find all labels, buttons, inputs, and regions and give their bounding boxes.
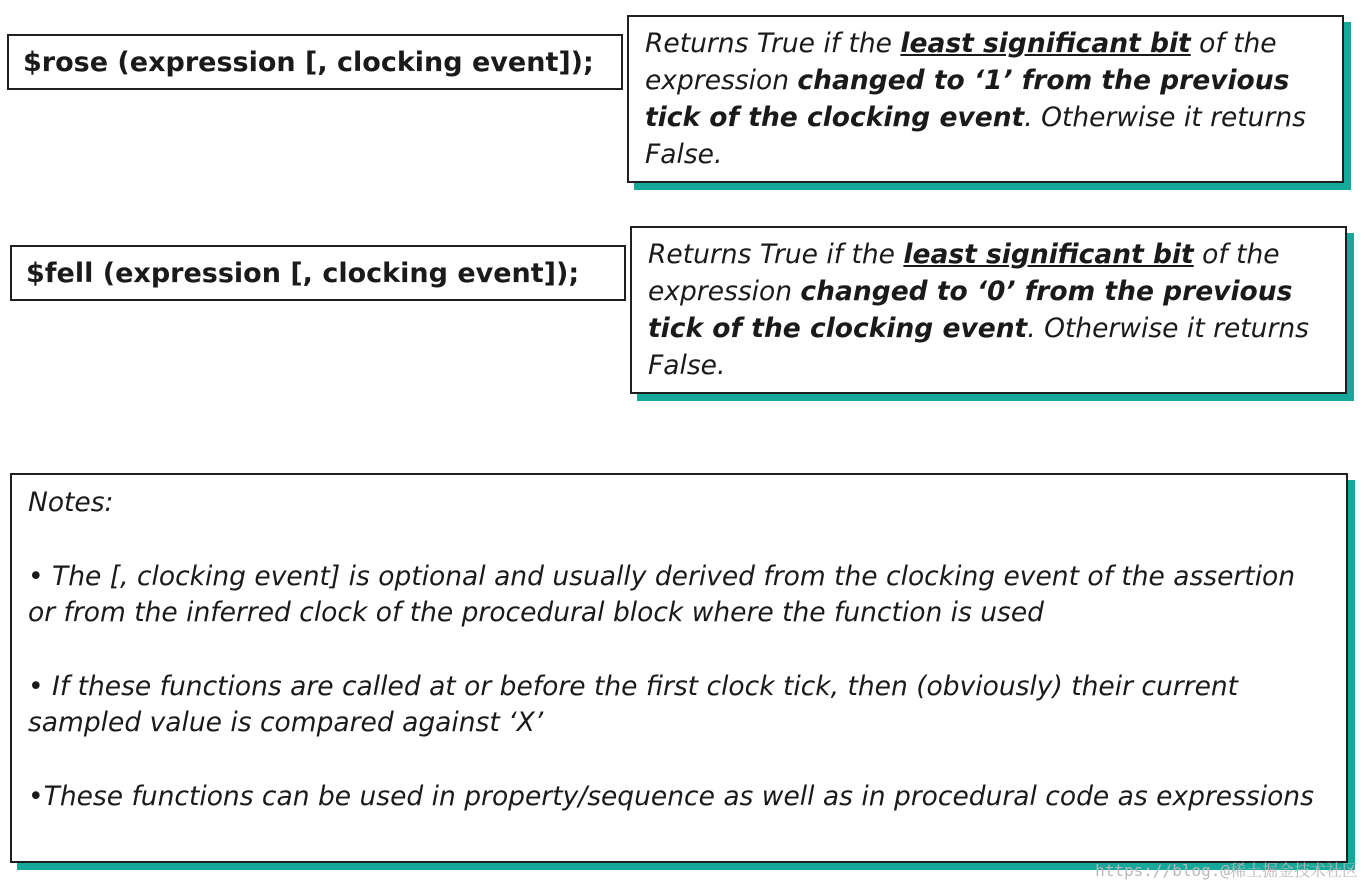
rose-desc-part2: of the expression [645,28,1277,96]
rose-desc-part1: Returns True if the [645,28,901,59]
rose-description-box [627,15,1344,183]
rose-desc-condition: changed to ‘1’ from the previous tick of the clocking event [645,65,1290,133]
notes-heading: Notes: [28,487,114,518]
fell-desc-lsb: least significant bit [903,239,1194,270]
fell-desc-part3: . Otherwise it returns False. [648,313,1309,381]
notes-item-clocking-event: • The [, clocking event] is optional and usually derived from the clocking event of the assertion or from the inferred clock of the procedural block where the function is used [28,560,1296,628]
fell-syntax-box [10,245,626,301]
fell-desc-part2: of the expression [648,239,1280,307]
notes-box [10,473,1348,863]
fell-description-box [630,226,1347,394]
fell-syntax: $fell (expression [, clocking event]); [26,257,580,289]
notes-item-first-clock-tick: • If these functions are called at or before the first clock tick, then (obviously) their current sampled value is compared against ‘X’ [28,670,1239,738]
rose-desc-lsb: least significant bit [900,28,1191,59]
rose-syntax-box [7,34,623,90]
watermark: https://blog.@稀土掘金技术社区 [1095,861,1358,880]
rose-desc-part3: . Otherwise it returns False. [645,102,1306,170]
notes-item-usage: •These functions can be used in property/sequence as well as in procedural code as expressions [28,780,1314,812]
rose-syntax: $rose (expression [, clocking event]); [23,46,594,78]
fell-desc-part1: Returns True if the [648,239,904,270]
fell-desc-condition: changed to ‘0’ from the previous tick of the clocking event [648,276,1293,344]
